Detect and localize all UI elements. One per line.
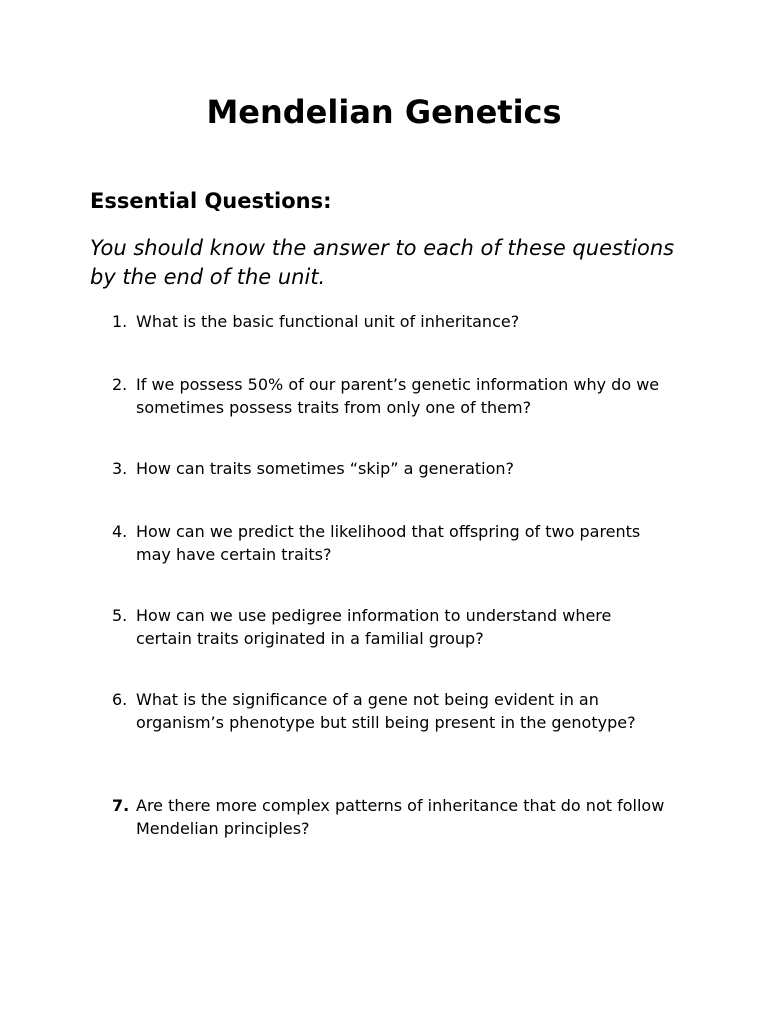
- question-text: If we possess 50% of our parent’s genetic information why do we sometimes possess traits from only one of them?: [136, 375, 660, 417]
- question-number: 1.: [112, 312, 128, 331]
- intro-text: You should know the answer to each of these questions by the end of the unit.: [90, 236, 675, 289]
- section-heading: Essential Questions:: [90, 189, 332, 213]
- question-item-7: [112, 795, 672, 840]
- question-item-1: [112, 311, 672, 334]
- question-text: How can traits sometimes “skip” a generation?: [136, 459, 515, 478]
- page-title: Mendelian Genetics: [206, 93, 562, 131]
- question-item-5: [112, 605, 672, 650]
- question-item-3: [112, 458, 672, 481]
- question-item-4: [112, 521, 672, 566]
- question-text: How can we use pedigree information to understand where certain traits originated in a familial group?: [136, 606, 612, 648]
- question-number: 7.: [112, 796, 130, 815]
- question-number: 6.: [112, 690, 128, 709]
- question-number: 5.: [112, 606, 128, 625]
- question-text: How can we predict the likelihood that offspring of two parents may have certain traits?: [136, 522, 641, 564]
- question-item-2: [112, 374, 672, 419]
- question-number: 2.: [112, 375, 128, 394]
- question-number: 4.: [112, 522, 128, 541]
- question-item-6: [112, 689, 672, 734]
- question-number: 3.: [112, 459, 128, 478]
- question-text: Are there more complex patterns of inheritance that do not follow Mendelian principles?: [136, 796, 665, 838]
- question-text: What is the basic functional unit of inheritance?: [136, 312, 520, 331]
- question-text: What is the significance of a gene not being evident in an organism’s phenotype but still being present in the genotype?: [136, 690, 636, 732]
